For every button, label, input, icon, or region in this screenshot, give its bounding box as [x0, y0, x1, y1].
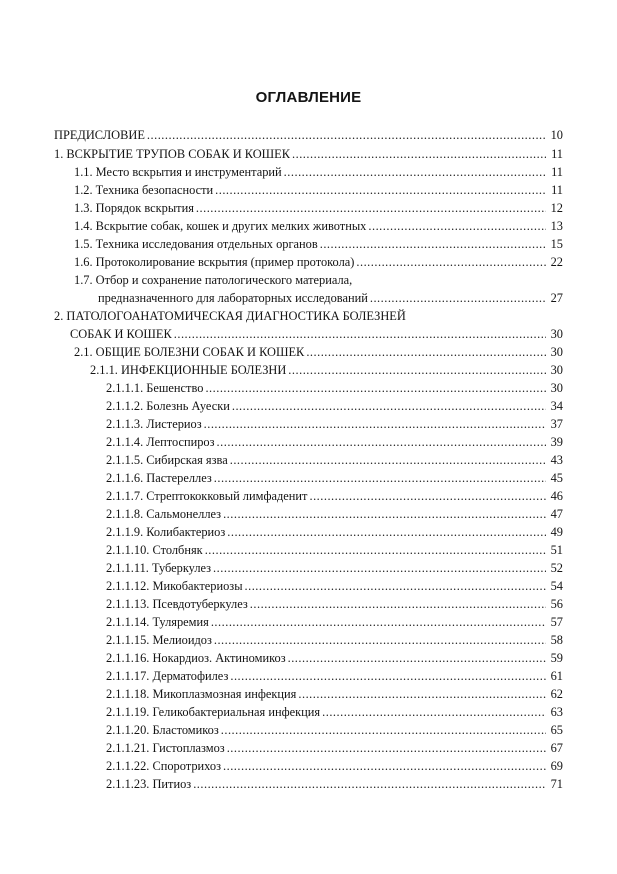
toc-page-number: 22 [550, 255, 563, 269]
toc-page-number: 15 [550, 237, 563, 251]
toc-entry[interactable] [0, 126, 617, 144]
toc-page-number: 34 [550, 399, 563, 413]
toc-page-number: 27 [550, 291, 563, 305]
toc-entry-label: 2.1.1.1. Бешенство [106, 381, 204, 395]
toc-entry[interactable] [0, 541, 617, 559]
toc-entry[interactable] [0, 685, 617, 703]
toc-entry[interactable] [0, 325, 617, 343]
toc-page-number: 52 [550, 561, 563, 575]
toc-entry-label: ПРЕДИСЛОВИЕ [54, 128, 145, 142]
dot-leader [309, 487, 546, 505]
toc-entry[interactable] [0, 703, 617, 721]
toc-entry[interactable] [0, 505, 617, 523]
toc-entry-label: 2.1.1.18. Микоплазмозная инфекция [106, 687, 297, 701]
dot-leader [205, 379, 546, 397]
toc-entry[interactable] [0, 433, 617, 451]
dot-leader [320, 235, 546, 253]
toc-page-number: 56 [550, 597, 563, 611]
toc-entry-label: 1.7. Отбор и сохранение патологического материала, [74, 273, 353, 287]
toc-entry[interactable] [0, 289, 617, 307]
toc-entry[interactable] [0, 523, 617, 541]
toc-page-number: 45 [550, 471, 563, 485]
toc-entry-label: 1.1. Место вскрытия и инструментарий [74, 165, 282, 179]
dot-leader [288, 649, 546, 667]
toc-entry[interactable] [0, 757, 617, 775]
toc-entry-line [0, 271, 617, 289]
toc-entry[interactable] [0, 451, 617, 469]
toc-page-number: 39 [550, 435, 563, 449]
page-title: ОГЛАВЛЕНИЕ [255, 89, 362, 106]
toc-entry[interactable] [0, 379, 617, 397]
toc-entry[interactable] [0, 163, 617, 181]
toc-entry-label: 1. ВСКРЫТИЕ ТРУПОВ СОБАК И КОШЕК [54, 147, 291, 161]
toc-page-number: 61 [550, 669, 563, 683]
toc-entry-label: 1.3. Порядок вскрытия [74, 201, 194, 215]
toc-page-number: 30 [550, 345, 563, 359]
dot-leader [368, 217, 546, 235]
toc-page-number: 30 [550, 363, 563, 377]
dot-leader [322, 703, 546, 721]
dot-leader [370, 289, 546, 307]
toc-entry-label: 2.1. ОБЩИЕ БОЛЕЗНИ СОБАК И КОШЕК [74, 345, 305, 359]
toc-page-number: 54 [550, 579, 563, 593]
toc-entry-label: 2.1.1.22. Споротрихоз [106, 759, 221, 773]
toc-entry-label: 2.1.1.4. Лептоспироз [106, 435, 215, 449]
toc-entry-label: предназначенного для лабораторных исследований [98, 291, 368, 305]
toc-entry-label: СОБАК И КОШЕК [70, 327, 172, 341]
toc-entry[interactable] [0, 235, 617, 253]
dot-leader [193, 775, 546, 793]
toc-entry[interactable] [0, 217, 617, 235]
toc-page-number: 10 [550, 128, 563, 142]
toc-entry[interactable] [0, 361, 617, 379]
toc-entry-label: 2.1.1. ИНФЕКЦИОННЫЕ БОЛЕЗНИ [90, 363, 287, 377]
toc-entry-label: 2.1.1.13. Псевдотуберкулез [106, 597, 248, 611]
toc-entry[interactable] [0, 613, 617, 631]
dot-leader [215, 181, 546, 199]
toc-page-number: 57 [550, 615, 563, 629]
toc-entry[interactable] [0, 415, 617, 433]
toc-page-number: 59 [550, 651, 563, 665]
toc-entry[interactable] [0, 739, 617, 757]
toc-entry-label: 1.5. Техника исследования отдельных органов [74, 237, 318, 251]
toc-page-number: 63 [550, 705, 563, 719]
dot-leader [245, 577, 546, 595]
dot-leader [223, 757, 546, 775]
toc-entry-label: 2.1.1.8. Сальмонеллез [106, 507, 222, 521]
dot-leader [214, 469, 546, 487]
toc-page-number: 37 [550, 417, 563, 431]
toc-page-number: 65 [550, 723, 563, 737]
toc-entry-label: 2.1.1.10. Столбняк [106, 543, 203, 557]
toc-entry-label: 2.1.1.11. Туберкулез [106, 561, 212, 575]
toc-page-number: 30 [550, 381, 563, 395]
toc-entry-label: 2.1.1.5. Сибирская язва [106, 453, 228, 467]
toc-page-number: 67 [550, 741, 563, 755]
toc-page-number: 58 [550, 633, 563, 647]
dot-leader [211, 613, 546, 631]
toc-entry-label: 2.1.1.7. Стрептококковый лимфаденит [106, 489, 308, 503]
dot-leader [298, 685, 546, 703]
toc-page-number: 51 [550, 543, 563, 557]
toc-entry[interactable] [0, 721, 617, 739]
dot-leader [213, 559, 546, 577]
dot-leader [174, 325, 546, 343]
dot-leader [217, 433, 546, 451]
dot-leader [204, 415, 546, 433]
toc-page-number: 47 [550, 507, 563, 521]
toc-page-number: 12 [550, 201, 563, 215]
toc-entry-label: 1.2. Техника безопасности [74, 183, 214, 197]
toc-page-number: 46 [550, 489, 563, 503]
toc-entry[interactable] [0, 145, 617, 163]
dot-leader [196, 199, 546, 217]
toc-page-number: 69 [550, 759, 563, 773]
toc-page-number: 62 [550, 687, 563, 701]
dot-leader [288, 361, 546, 379]
dot-leader [227, 739, 546, 757]
toc-page-number: 30 [550, 327, 563, 341]
toc-page-number: 43 [550, 453, 563, 467]
toc-entry-label: 2.1.1.2. Болезнь Ауески [106, 399, 230, 413]
toc-page-number: 11 [551, 147, 563, 161]
dot-leader [292, 145, 546, 163]
toc-entry-label: 2.1.1.23. Питиоз [106, 777, 192, 791]
toc-entry[interactable] [0, 253, 617, 271]
dot-leader [250, 595, 546, 613]
dot-leader [232, 397, 546, 415]
toc-entry[interactable] [0, 559, 617, 577]
dot-leader [306, 343, 546, 361]
toc-entry-label: 2.1.1.15. Мелиоидоз [106, 633, 212, 647]
toc-page-number: 49 [550, 525, 563, 539]
dot-leader [284, 163, 546, 181]
toc-entry-label: 2.1.1.6. Пастереллез [106, 471, 212, 485]
toc-entry[interactable] [0, 397, 617, 415]
dot-leader [227, 523, 546, 541]
dot-leader [230, 451, 546, 469]
toc-entry-label: 2.1.1.21. Гистоплазмоз [106, 741, 225, 755]
dot-leader [214, 631, 546, 649]
toc-entry[interactable] [0, 343, 617, 361]
toc-entry-label: 2.1.1.20. Бластомикоз [106, 723, 219, 737]
dot-leader [223, 505, 546, 523]
toc-entry-label: 2. ПАТОЛОГОАНАТОМИЧЕСКАЯ ДИАГНОСТИКА БОЛЕЗНЕЙ [54, 309, 406, 323]
toc-page-number: 71 [550, 777, 563, 791]
toc-entry[interactable] [0, 181, 617, 199]
toc-page-number: 11 [551, 183, 563, 197]
toc-entry[interactable] [0, 199, 617, 217]
toc-entry[interactable] [0, 667, 617, 685]
toc-entry-label: 2.1.1.14. Туляремия [106, 615, 209, 629]
dot-leader [205, 541, 546, 559]
dot-leader [147, 126, 546, 144]
toc-entry-line [0, 307, 617, 325]
toc-entry-label: 1.6. Протоколирование вскрытия (пример протокола) [74, 255, 355, 269]
toc-entry[interactable] [0, 487, 617, 505]
toc-entry-label: 2.1.1.3. Листериоз [106, 417, 202, 431]
toc-entry[interactable] [0, 649, 617, 667]
toc-page-number: 11 [551, 165, 563, 179]
toc-page-number: 13 [550, 219, 563, 233]
toc-entry-label: 1.4. Вскрытие собак, кошек и других мелких животных [74, 219, 367, 233]
dot-leader [230, 667, 546, 685]
toc-entry[interactable] [0, 469, 617, 487]
toc-entry-label: 2.1.1.9. Колибактериоз [106, 525, 226, 539]
toc-entry[interactable] [0, 775, 617, 793]
toc-entry-label: 2.1.1.17. Дерматофилез [106, 669, 229, 683]
dot-leader [221, 721, 546, 739]
toc-entry-label: 2.1.1.16. Нокардиоз. Актиномикоз [106, 651, 286, 665]
dot-leader [356, 253, 546, 271]
toc-entry-label: 2.1.1.12. Микобактериозы [106, 579, 243, 593]
toc-entry[interactable] [0, 577, 617, 595]
toc-entry-label: 2.1.1.19. Геликобактериальная инфекция [106, 705, 321, 719]
toc-entry[interactable] [0, 595, 617, 613]
toc-entry[interactable] [0, 631, 617, 649]
